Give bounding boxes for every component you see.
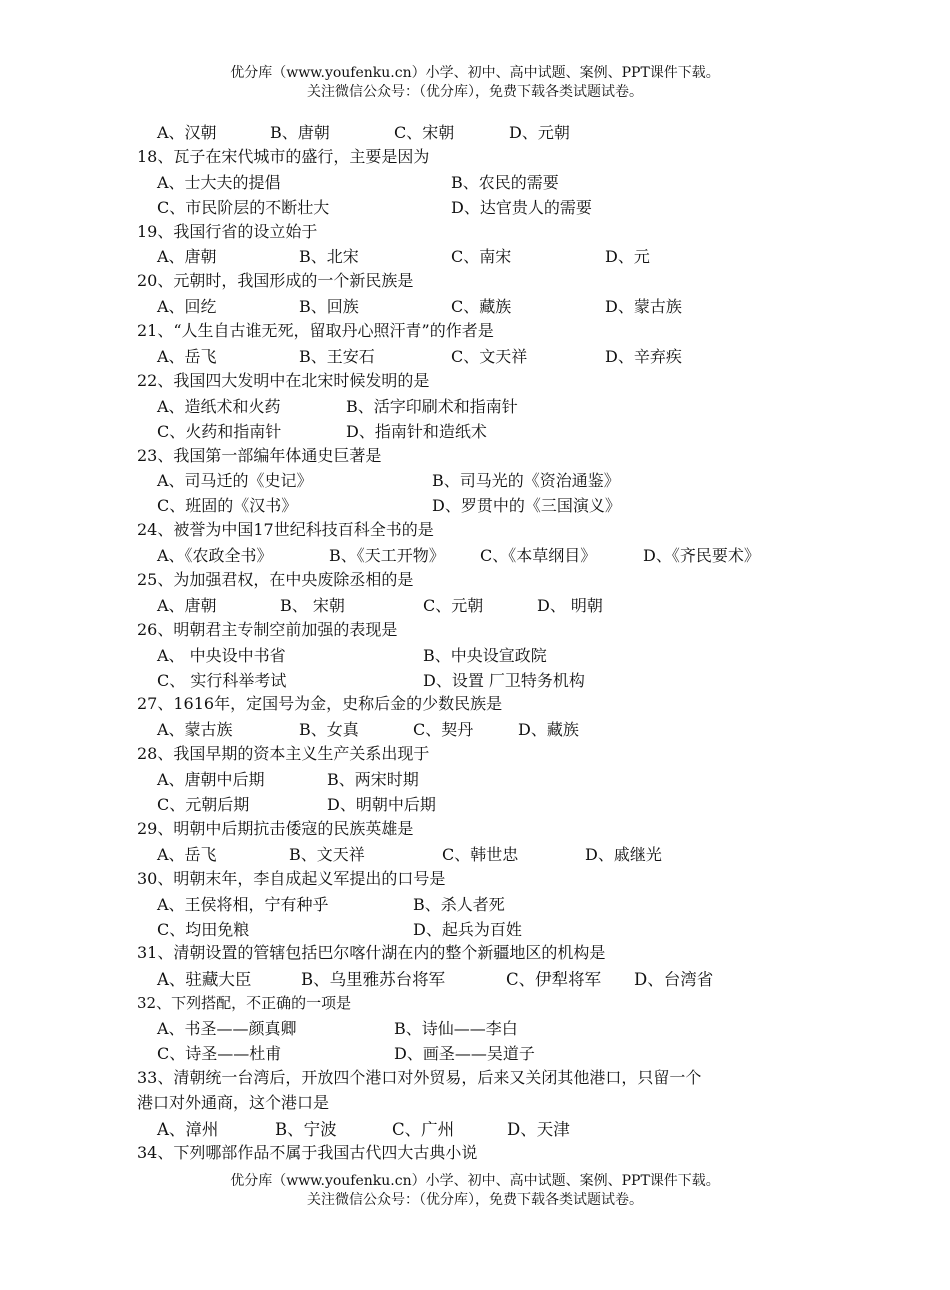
q27-options xyxy=(137,717,827,742)
q34-stem: 34、下列哪部作品不属于我国古代四大古典小说 xyxy=(137,1142,478,1162)
q18-option-b: B、农民的需要 xyxy=(451,172,559,192)
q21-option-a: A、岳飞 xyxy=(157,347,217,367)
q32-option-b: B、诗仙——李白 xyxy=(394,1019,518,1039)
q30-options-row1 xyxy=(137,892,827,917)
q27-option-d: D、藏族 xyxy=(518,720,579,740)
q21-stem: 21、“人生自古谁无死，留取丹心照汗青”的作者是 xyxy=(137,321,494,341)
q33-option-d: D、天津 xyxy=(507,1119,570,1139)
q25-option-c: C、元朝 xyxy=(423,595,484,615)
q26-options-row1 xyxy=(137,643,827,668)
q32-stem: 32、下列搭配，不正确的一项是 xyxy=(137,994,352,1013)
q30-option-c: C、均田免粮 xyxy=(157,919,250,939)
q23-stem: 23、我国第一部编年体通史巨著是 xyxy=(137,445,382,465)
q22-stem: 22、我国四大发明中在北宋时候发明的是 xyxy=(137,370,430,390)
q22-options-row1 xyxy=(137,394,827,419)
q26-options-row2 xyxy=(137,668,827,693)
q19-option-d: D、元 xyxy=(605,247,650,267)
q23-options-row1 xyxy=(137,468,827,493)
q33-option-b: B、宁波 xyxy=(275,1119,337,1139)
q21-options xyxy=(137,344,827,369)
q24-options xyxy=(137,543,827,568)
q32-option-c: C、诗圣——杜甫 xyxy=(157,1043,282,1063)
q25-stem: 25、为加强君权，在中央废除丞相的是 xyxy=(137,570,414,590)
q21-option-c: C、文天祥 xyxy=(451,347,528,367)
question-list xyxy=(137,120,827,1165)
q23-options-row2 xyxy=(137,493,827,518)
q28-option-d: D、明朝中后期 xyxy=(327,795,436,815)
q24-stem: 24、被誉为中国17世纪科技百科全书的是 xyxy=(137,520,434,540)
q24-option-c: C、《本草纲目》 xyxy=(480,546,597,566)
q21-option-b: B、王安石 xyxy=(299,347,375,367)
q29-option-a: A、岳飞 xyxy=(157,844,217,864)
q17-option-a: A、汉朝 xyxy=(157,123,217,142)
q18-options-row2 xyxy=(137,195,827,220)
q25-option-d: D、 明朝 xyxy=(537,595,603,615)
q25-option-a: A、唐朝 xyxy=(157,595,217,615)
q30-option-d: D、起兵为百姓 xyxy=(413,919,522,939)
q17-option-b: B、唐朝 xyxy=(270,123,330,142)
q31-option-b: B、乌里雅苏台将军 xyxy=(301,970,446,990)
q17-option-c: C、宋朝 xyxy=(394,123,455,142)
q33-stem-line-2: 港口对外通商，这个港口是 xyxy=(137,1092,330,1112)
q22-option-d: D、指南针和造纸术 xyxy=(346,421,487,441)
q31-option-c: C、伊犁将军 xyxy=(506,970,602,990)
q27-option-c: C、契丹 xyxy=(413,720,474,740)
q27-option-a: A、蒙古族 xyxy=(157,720,233,740)
q20-option-c: C、藏族 xyxy=(451,297,512,317)
footer-line-2: 关注微信公众号：（优分库），免费下载各类试题试卷。 xyxy=(307,1192,643,1208)
q30-options-row2 xyxy=(137,917,827,942)
q33-option-a: A、漳州 xyxy=(157,1119,219,1139)
page-header xyxy=(0,64,950,102)
q31-stem: 31、清朝设置的管辖包括巴尔喀什湖在内的整个新疆地区的机构是 xyxy=(137,943,606,963)
q27-stem: 27、1616年，定国号为金，史称后金的少数民族是 xyxy=(137,694,503,714)
q28-options-row1 xyxy=(137,767,827,792)
q24-option-b: B、《天工开物》 xyxy=(329,546,445,566)
q32-option-a: A、书圣——颜真卿 xyxy=(157,1019,297,1039)
q17-option-d: D、元朝 xyxy=(509,123,570,142)
q20-options xyxy=(137,294,827,319)
q28-option-c: C、元朝后期 xyxy=(157,795,250,815)
q30-option-b: B、杀人者死 xyxy=(413,894,505,914)
q19-option-b: B、北宋 xyxy=(299,247,359,267)
q20-stem: 20、元朝时，我国形成的一个新民族是 xyxy=(137,271,414,291)
q20-option-a: A、回纥 xyxy=(157,297,217,317)
page-footer xyxy=(0,1172,950,1210)
q29-option-d: D、戚继光 xyxy=(585,844,662,864)
q33-stem-line-1: 33、清朝统一台湾后，开放四个港口对外贸易，后来又关闭其他港口，只留一个 xyxy=(137,1067,702,1087)
q26-option-d: D、设置 厂卫特务机构 xyxy=(423,670,585,690)
q26-option-a: A、 中央设中书省 xyxy=(157,645,286,665)
q28-stem: 28、我国早期的资本主义生产关系出现于 xyxy=(137,744,430,764)
q28-options-row2 xyxy=(137,792,827,817)
q27-option-b: B、女真 xyxy=(299,720,359,740)
q18-option-a: A、士大夫的提倡 xyxy=(157,172,281,192)
q23-option-c: C、班固的《汉书》 xyxy=(157,496,298,516)
footer-line-1: 优分库（www.youfenku.cn）小学、初中、高中试题、案例、PPT课件下载。 xyxy=(230,1173,720,1189)
q26-option-c: C、 实行科举考试 xyxy=(157,670,287,690)
q32-options-row2 xyxy=(137,1041,827,1066)
q29-option-c: C、韩世忠 xyxy=(442,844,519,864)
q19-options xyxy=(137,244,827,269)
header-line-1: 优分库（www.youfenku.cn）小学、初中、高中试题、案例、PPT课件下载。 xyxy=(230,65,720,81)
q29-stem: 29、明朝中后期抗击倭寇的民族英雄是 xyxy=(137,818,414,838)
q18-option-c: C、市民阶层的不断壮大 xyxy=(157,197,330,217)
q23-option-a: A、司马迁的《史记》 xyxy=(157,471,313,491)
q18-stem: 18、瓦子在宋代城市的盛行，主要是因为 xyxy=(137,146,430,166)
q23-option-d: D、罗贯中的《三国演义》 xyxy=(432,496,621,516)
q19-option-c: C、南宋 xyxy=(451,247,512,267)
q18-options-row1 xyxy=(137,170,827,195)
q24-option-d: D、《齐民要术》 xyxy=(643,546,760,566)
q18-option-d: D、达官贵人的需要 xyxy=(451,197,592,217)
q25-option-b: B、 宋朝 xyxy=(280,595,345,615)
q19-stem: 19、我国行省的设立始于 xyxy=(137,221,318,241)
q20-option-d: D、蒙古族 xyxy=(605,297,682,317)
q30-option-a: A、王侯将相，宁有种乎 xyxy=(157,894,329,914)
q25-options xyxy=(137,593,827,618)
q33-option-c: C、广州 xyxy=(392,1119,455,1139)
q21-option-d: D、辛弃疾 xyxy=(605,347,682,367)
q22-option-a: A、造纸术和火药 xyxy=(157,396,281,416)
q20-option-b: B、回族 xyxy=(299,297,359,317)
q31-option-d: D、台湾省 xyxy=(634,970,714,990)
q23-option-b: B、司马光的《资治通鉴》 xyxy=(432,471,620,491)
q19-option-a: A、唐朝 xyxy=(157,247,217,267)
q31-options xyxy=(137,966,827,991)
q22-option-b: B、活字印刷术和指南针 xyxy=(346,396,518,416)
q32-option-d: D、画圣——吴道子 xyxy=(394,1043,535,1063)
header-line-2: 关注微信公众号：（优分库），免费下载各类试题试卷。 xyxy=(307,84,643,100)
q28-option-b: B、两宋时期 xyxy=(327,770,419,790)
q30-stem: 30、明朝末年，李自成起义军提出的口号是 xyxy=(137,868,446,888)
q22-options-row2 xyxy=(137,419,827,444)
q22-option-c: C、火药和指南针 xyxy=(157,421,282,441)
q24-option-a: A、《农政全书》 xyxy=(157,546,273,566)
q26-option-b: B、中央设宣政院 xyxy=(423,645,547,665)
q29-options xyxy=(137,842,827,867)
q29-option-b: B、文天祥 xyxy=(289,844,365,864)
q32-options-row1 xyxy=(137,1016,827,1041)
q17-options xyxy=(137,120,827,145)
q31-option-a: A、驻藏大臣 xyxy=(157,970,252,990)
q33-options xyxy=(137,1116,827,1141)
q26-stem: 26、明朝君主专制空前加强的表现是 xyxy=(137,619,398,639)
q28-option-a: A、唐朝中后期 xyxy=(157,770,265,790)
